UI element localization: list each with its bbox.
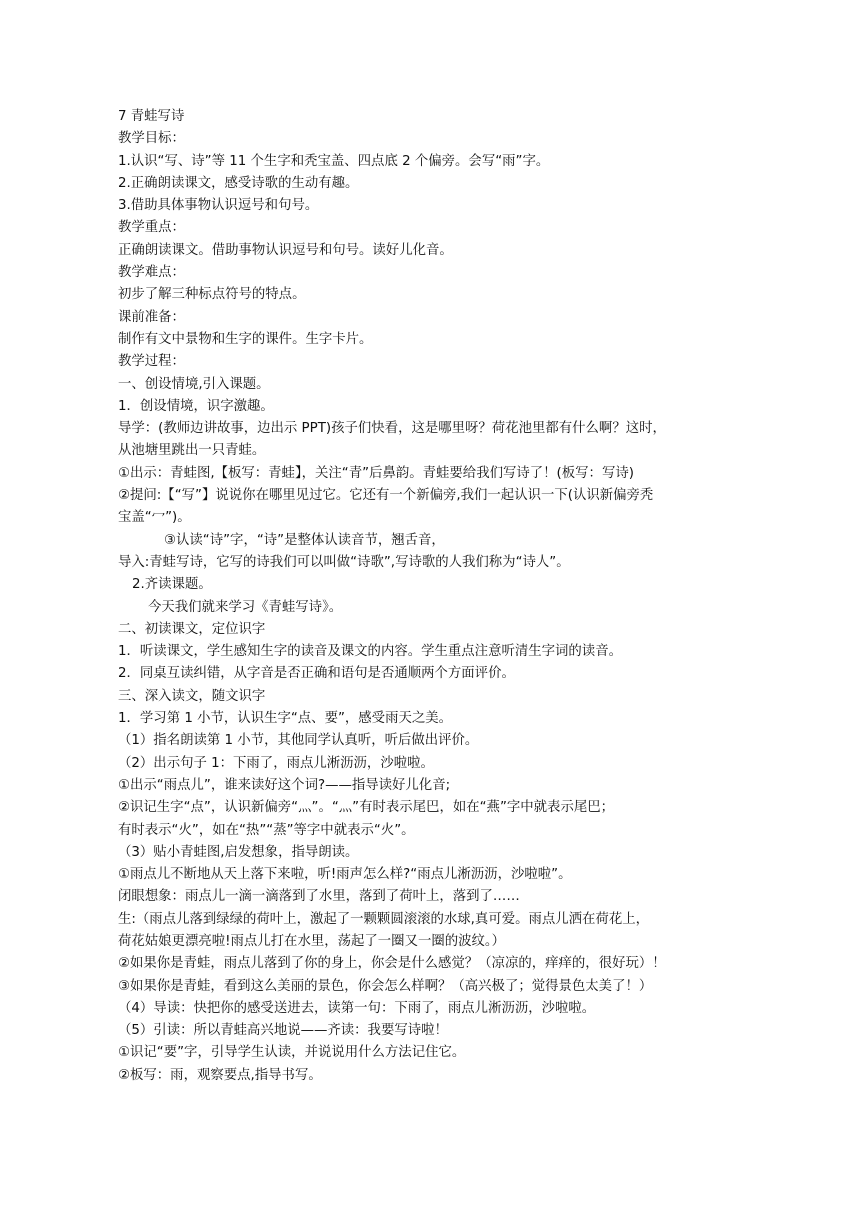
text-line: 2．同桌互读纠错，从字音是否正确和语句是否通顺两个方面评价。 <box>118 666 515 682</box>
lesson-title: 7 青蛙写诗 <box>118 109 185 124</box>
text-line: ①雨点儿不断地从天上落下来啦，听!雨声怎么样?“雨点儿淅沥沥，沙啦啦”。 <box>118 867 572 883</box>
document-page <box>118 106 748 1087</box>
text-line: 1．学习第 1 小节，认识生字“点、要”，感受雨天之美。 <box>118 711 453 727</box>
text-line: 1.认识“写、诗”等 11 个生字和秃宝盖、四点底 2 个偏旁。会写“雨”字。 <box>118 153 550 169</box>
text-line: ②提问:【“写”】说说你在哪里见过它。它还有一个新偏旁,我们一起认识一下(认识新偏旁秃 <box>118 488 654 504</box>
text-line: ②板写：雨，观察要点,指导书写。 <box>118 1067 322 1083</box>
text-line: 制作有文中景物和生字的课件。生字卡片。 <box>118 331 373 347</box>
text-line: 教学目标： <box>118 131 185 147</box>
text-line: 从池塘里跳出一只青蛙。 <box>118 443 266 459</box>
text-line: 2.正确朗读课文，感受诗歌的生动有趣。 <box>118 175 359 191</box>
text-line: ①出示：青蛙图,【板写：青蛙】，关注“青”后鼻韵。青蛙要给我们写诗了！(板写：写诗) <box>118 465 634 481</box>
text-line: 闭眼想象：雨点儿一滴一滴落到了水里，落到了荷叶上，落到了…… <box>118 889 520 905</box>
text-line: ②识记生字“点”，认识新偏旁“灬”。“灬”有时表示尾巴，如在“燕”字中就表示尾巴； <box>118 800 614 816</box>
text-line: 初步了解三种标点符号的特点。 <box>118 287 306 303</box>
text-line: 教学过程： <box>118 354 185 370</box>
text-line: 有时表示“火”，如在“热”“蒸”等字中就表示“火”。 <box>118 822 415 838</box>
text-line: ①识记“要”字，引导学生认读，并说说用什么方法记住它。 <box>118 1045 466 1061</box>
text-line: 今天我们就来学习《青蛙写诗》。 <box>148 599 343 615</box>
text-line: （2）出示句子 1：下雨了，雨点儿淅沥沥，沙啦啦。 <box>118 755 434 771</box>
text-line: 正确朗读课文。借助事物认识逗号和句号。读好儿化音。 <box>118 242 453 258</box>
section-heading: 三、深入读文，随文识字 <box>118 688 266 704</box>
text-line: 教学难点： <box>118 265 185 281</box>
text-line: 1．听读课文，学生感知生字的读音及课文的内容。学生重点注意听清生字词的读音。 <box>118 644 622 660</box>
text-line: 1．创设情境，识字激趣。 <box>118 398 274 414</box>
text-line: （1）指名朗读第 1 小节，其他同学认真听，听后做出评价。 <box>118 733 479 749</box>
text-line: 一、创设情境,引入课题。 <box>118 376 270 392</box>
text-line: （5）引读：所以青蛙高兴地说——齐读：我要写诗啦！ <box>118 1023 448 1039</box>
text-line: 课前准备： <box>118 309 185 325</box>
text-line: 教学重点： <box>118 220 185 236</box>
text-line: ③如果你是青蛙，看到这么美丽的景色，你会怎么样啊？（高兴极了；觉得景色太美了！） <box>118 978 653 994</box>
text-line: 3.借助具体事物认识逗号和句号。 <box>118 198 319 214</box>
text-line: ②如果你是青蛙，雨点儿落到了你的身上，你会是什么感觉？（凉凉的，痒痒的，很好玩）！ <box>118 956 666 972</box>
text-line: 荷花姑娘更漂亮啦!雨点儿打在水里，荡起了一圈又一圈的波纹。） <box>118 933 505 949</box>
text-line: 导学：(教师边讲故事，边出示 PPT)孩子们快看，这是哪里呀？荷花池里都有什么啊？这时， <box>118 421 666 437</box>
text-line: 2.齐读课题。 <box>132 577 212 593</box>
text-line: 导入:青蛙写诗，它写的诗我们可以叫做“诗歌”,写诗歌的人我们称为“诗人”。 <box>118 554 570 570</box>
text-line: ①出示“雨点儿”，谁来读好这个词?——指导读好儿化音; <box>118 777 451 793</box>
text-line: （3）贴小青蛙图,启发想象，指导朗读。 <box>118 844 359 860</box>
text-line: （4）导读：快把你的感受送进去，读第一句：下雨了，雨点儿淅沥沥，沙啦啦。 <box>118 1000 596 1016</box>
text-line: ③认读“诗”字，“诗”是整体认读音节，翘舌音， <box>164 532 445 548</box>
text-line: 宝盖“冖”)。 <box>118 510 191 526</box>
text-line: 生:（雨点儿落到绿绿的荷叶上，激起了一颗颗圆滚滚的水球,真可爱。雨点儿洒在荷花上， <box>118 911 649 927</box>
section-heading: 二、初读课文，定位识字 <box>118 621 266 637</box>
